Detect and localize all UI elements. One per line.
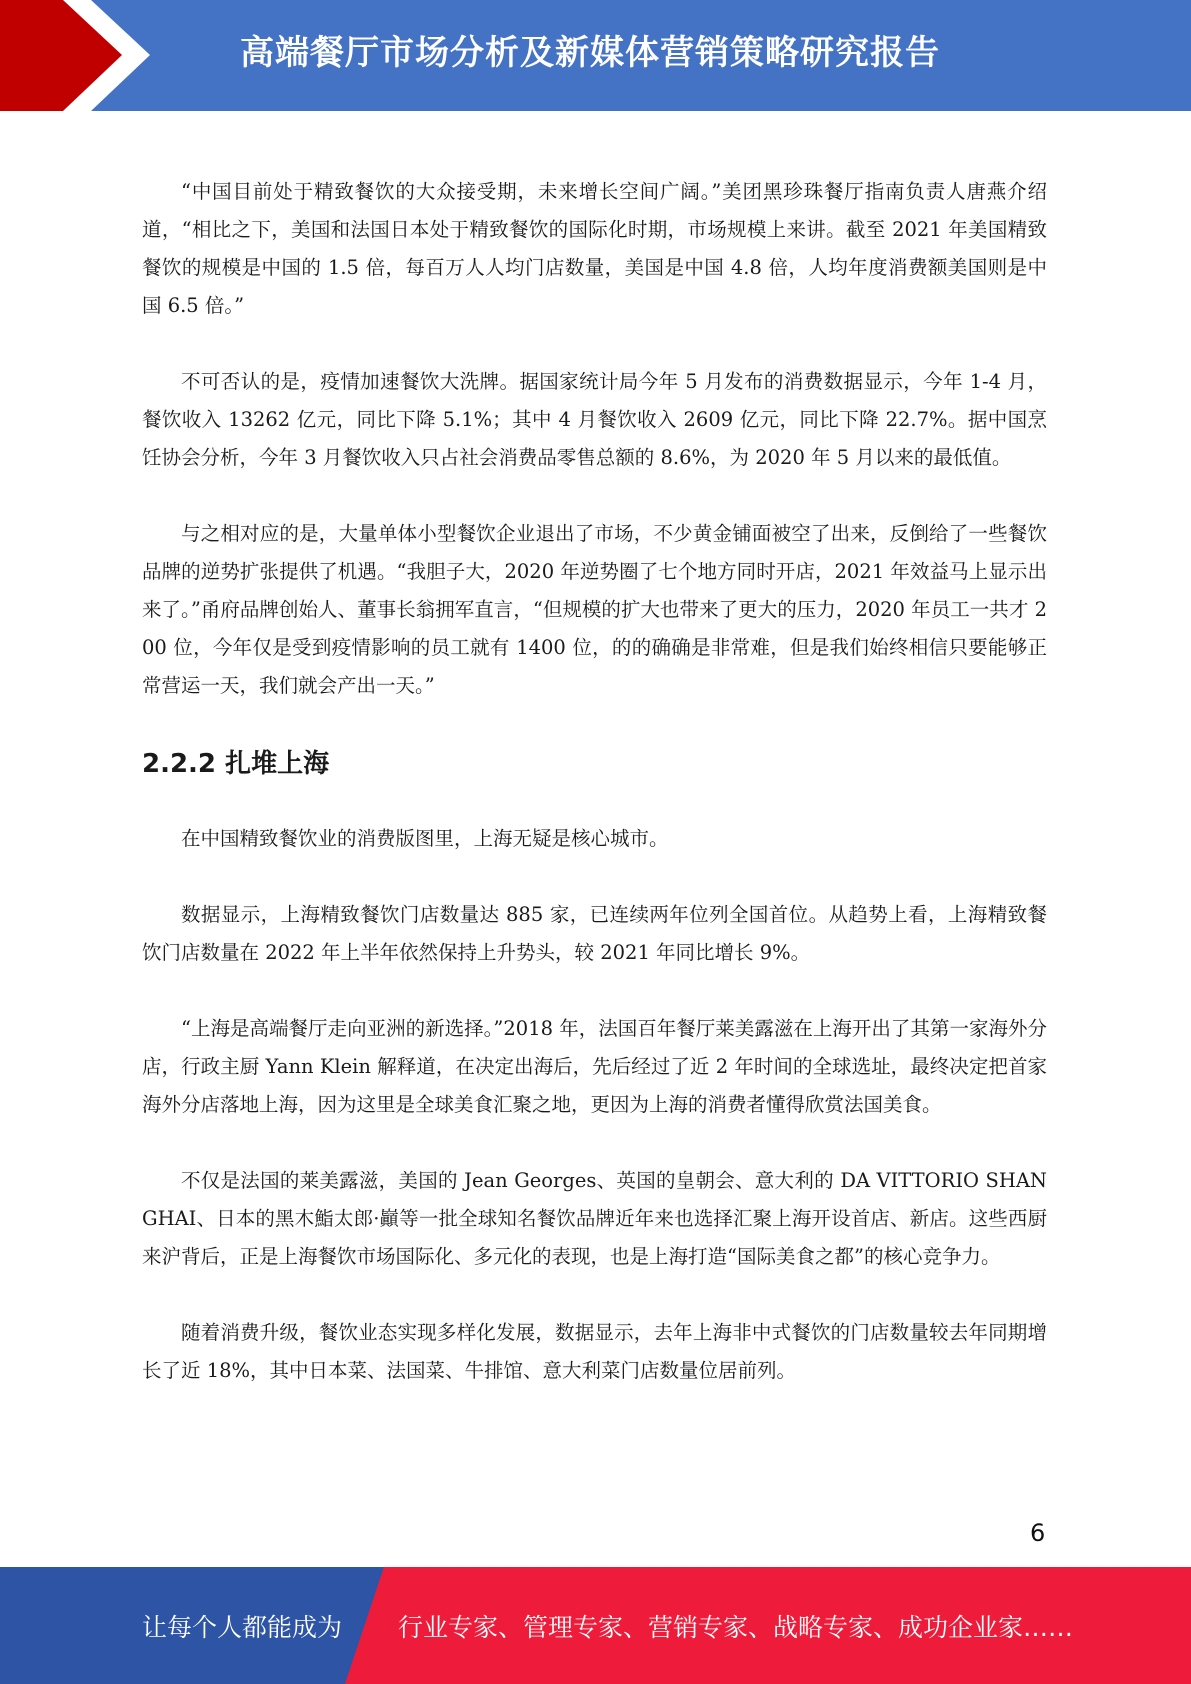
paragraph: 在中国精致餐饮业的消费版图里，上海无疑是核心城市。 (181, 827, 669, 850)
paragraph: 不仅是法国的莱美露滋，美国的 Jean Georges、英国的皇朝会、意大利的 DA VITTORIO SHANGHAI、日本的黑木鮨太郎·巓等一批全球知名餐饮品牌近年来也选择汇聚上海开设首店、新店。这些西厨来沪背后，正是上海餐饮市场国际化、多元化的表现，也是上海打造“国际美食之都”的核心竞争力。 (142, 1169, 1047, 1268)
report-title: 高端餐厅市场分析及新媒体营销策略研究报告 (240, 33, 940, 73)
page-footer (0, 1567, 1191, 1684)
paragraph: “中国目前处于精致餐饮的大众接受期，未来增长空间广阔。”美团黑珍珠餐厅指南负责人唐燕介绍道，“相比之下，美国和法国日本处于精致餐饮的国际化时期，市场规模上来讲。截至 2021 年美国精致餐饮的规模是中国的 1.5 倍，每百万人人均门店数量，美国是中国 4.8 倍，人均年度消费额美国则是中国 6.5 倍。” (142, 180, 1047, 317)
page-header (0, 0, 1191, 111)
section-heading: 2.2.2 扎堆上海 (142, 749, 330, 779)
paragraph: “上海是高端餐厅走向亚洲的新选择。”2018 年，法国百年餐厅莱美露滋在上海开出了其第一家海外分店，行政主厨 Yann Klein 解释道，在决定出海后，先后经过了近 2 年时间的全球选址，最终决定把首家海外分店落地上海，因为这里是全球美食汇聚之地，更因为上海的消费者懂得欣赏法国美食。 (142, 1017, 1047, 1116)
footer-slogan-left: 让每个人都能成为 (142, 1613, 343, 1642)
paragraph: 与之相对应的是，大量单体小型餐饮企业退出了市场，不少黄金铺面被空了出来，反倒给了一些餐饮品牌的逆势扩张提供了机遇。“我胆子大，2020 年逆势圈了七个地方同时开店，2021 年效益马上显示出来了。”甬府品牌创始人、董事长翁拥军直言，“但规模的扩大也带来了更大的压力，2020 年员工一共才 200 位，今年仅是受到疫情影响的员工就有 1400 位，的的确确是非常难，但是我们始终相信只要能够正常营运一天，我们就会产出一天。” (142, 522, 1047, 697)
footer-slogan-right: 行业专家、管理专家、营销专家、战略专家、成功企业家…… (398, 1613, 1074, 1642)
paragraph: 不可否认的是，疫情加速餐饮大洗牌。据国家统计局今年 5 月发布的消费数据显示，今年 1-4 月，餐饮收入 13262 亿元，同比下降 5.1%；其中 4 月餐饮收入 2609 亿元，同比下降 22.7%。据中国烹饪协会分析，今年 3 月餐饮收入只占社会消费品零售总额的 8.6%，为 2020 年 5 月以来的最低值。 (142, 370, 1047, 469)
report-body (142, 173, 1047, 1390)
paragraph: 数据显示，上海精致餐饮门店数量达 885 家，已连续两年位列全国首位。从趋势上看，上海精致餐饮门店数量在 2022 年上半年依然保持上升势头，较 2021 年同比增长 9%。 (142, 903, 1047, 964)
page-number: 6 (1030, 1519, 1046, 1547)
paragraph: 随着消费升级，餐饮业态实现多样化发展，数据显示，去年上海非中式餐饮的门店数量较去年同期增长了近 18%，其中日本菜、法国菜、牛排馆、意大利菜门店数量位居前列。 (142, 1321, 1047, 1382)
